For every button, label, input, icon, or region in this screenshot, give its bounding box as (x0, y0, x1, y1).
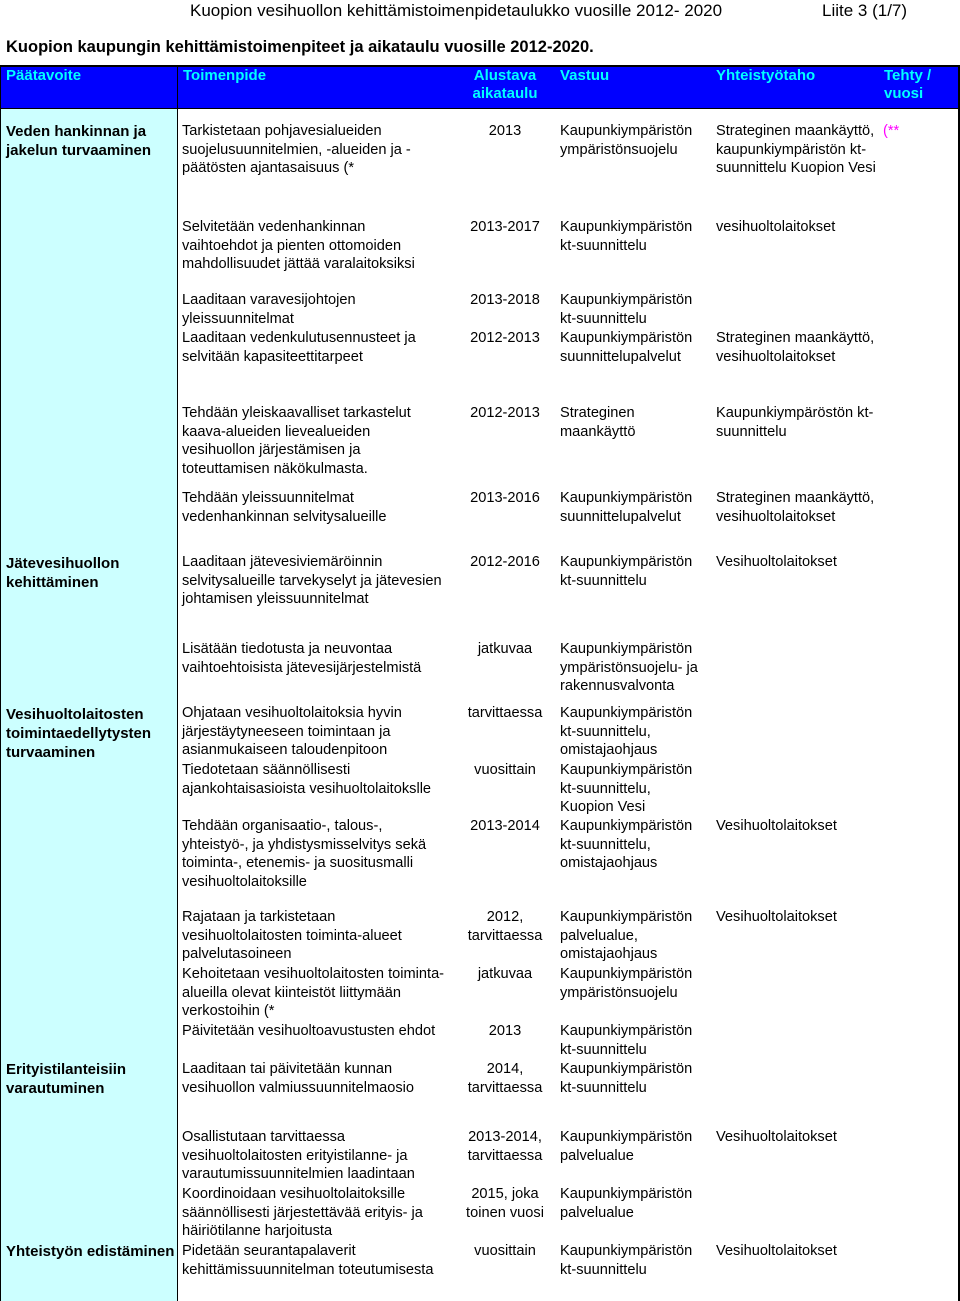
responsible-cell: Kaupunkiympäristön kt-suunnittelu (560, 292, 693, 327)
partner-cell: Kaupunkiympäröstön kt- suunnittelu (716, 405, 874, 440)
schedule-cell: 2012-2016 (470, 554, 540, 570)
responsible-cell: Kaupunkiympäristön ympäristönsuojelu (560, 123, 693, 158)
action-cell: Selvitetään vedenhankinnan vaihtoehdot ja pienten ottomoiden mahdollisuudet jättää varalaitoksiksi (182, 219, 415, 273)
responsible-cell: Kaupunkiympäristön kt-suunnittelu (560, 1243, 693, 1278)
table-left-border (0, 65, 1, 1301)
action-cell: Laaditaan vedenkulutusennusteet ja selvitään kapasiteettitarpeet (182, 330, 416, 365)
goal-group-label: Erityistilanteisiin varautuminen (6, 1061, 127, 1097)
responsible-cell: Kaupunkiympäristön kt-suunnittelu, omistajaohjaus (560, 818, 693, 872)
action-cell: Rajataan ja tarkistetaan vesihuoltolaitosten toiminta-alueet palvelutasoineen (182, 909, 402, 963)
schedule-cell: 2012, tarvittaessa (467, 909, 543, 944)
responsible-cell: Kaupunkiympäristön kt-suunnittelu (560, 554, 693, 589)
responsible-cell: Kaupunkiympäristön palvelualue (560, 1129, 693, 1164)
partner-cell: Vesihuoltolaitokset (716, 554, 837, 570)
header-bottom-border (0, 108, 960, 109)
partner-cell: Vesihuoltolaitokset (716, 909, 837, 925)
action-cell: Laaditaan tai päivitetään kunnan vesihuollon valmiussuunnitelmaosio (182, 1061, 415, 1096)
responsible-cell: Kaupunkiympäristön kt-suunnittelu (560, 219, 693, 254)
action-cell: Tiedotetaan säännöllisesti ajankohtaisasioista vesihuoltolaitokslle (182, 762, 432, 797)
responsible-cell: Kaupunkiympäristön palvelualue, omistajaohjaus (560, 909, 693, 963)
schedule-cell: 2013 (488, 123, 522, 139)
action-cell: Tarkistetaan pohjavesialueiden suojelusuunnitelmien, -alueiden ja - päätösten ajantasaisuus (* (182, 123, 411, 177)
partner-cell: Vesihuoltolaitokset (716, 818, 837, 834)
schedule-cell: vuosittain (474, 762, 536, 778)
table-top-border (0, 65, 960, 67)
column-header-goal: Päätavoite (6, 67, 82, 84)
schedule-cell: 2013-2014 (470, 818, 540, 834)
action-cell: Koordinoidaan vesihuoltolaitoksille säännöllisesti järjestettävää erityis- ja häiriötilanne harjoitusta (182, 1186, 423, 1240)
schedule-cell: 2013-2018 (470, 292, 540, 308)
schedule-cell: 2012-2013 (470, 330, 540, 346)
document-header-title: Kuopion vesihuollon kehittämistoimenpidetaulukko vuosille 2012- 2020 (190, 1, 723, 20)
column-header-action: Toimenpide (183, 67, 267, 84)
action-cell: Pidetään seurantapalaverit kehittämissuunnitelman toteutumisesta (182, 1243, 434, 1278)
schedule-cell: jatkuvaa (477, 966, 533, 982)
action-cell: Laaditaan jätevesiviemäröinnin selvitysalueille tarvekyselyt ja jätevesien johtamisen yleissuunnitelmat (182, 554, 442, 608)
responsible-cell: Kaupunkiympäristön suunnittelupalvelut (560, 490, 693, 525)
done-cell: (** (883, 123, 900, 139)
partner-cell: Strateginen maankäyttö, vesihuoltolaitokset (716, 330, 875, 365)
goal-group-label: Vesihuoltolaitosten toimintaedellytysten turvaaminen (6, 706, 152, 761)
goal-column-divider (177, 65, 178, 1301)
schedule-cell: 2013-2017 (470, 219, 540, 235)
schedule-cell: vuosittain (474, 1243, 536, 1259)
column-header-schedule: Alustava aikataulu (472, 67, 538, 102)
action-cell: Osallistutaan tarvittaessa vesihuoltolaitosten erityistilanne- ja varautumissuunnitelmien laadintaan (182, 1129, 415, 1183)
partner-cell: Vesihuoltolaitokset (716, 1243, 837, 1259)
partner-cell: Strateginen maankäyttö, kaupunkiympäristön kt- suunnittelu Kuopion Vesi (716, 123, 876, 177)
column-header-done: Tehty / vuosi (884, 67, 932, 102)
responsible-cell: Kaupunkiympäristön kt-suunnittelu (560, 1061, 693, 1096)
page-number: Liite 3 (1/7) (822, 1, 908, 20)
responsible-cell: Kaupunkiympäristön ympäristönsuojelu- ja rakennusvalvonta (560, 641, 698, 695)
action-cell: Tehdään yleiskaavalliset tarkastelut kaava-alueiden lievealueiden vesihuollon järjestämisen ja toteuttamisen näkökulmasta. (182, 405, 411, 477)
goal-group-label: Veden hankinnan ja jakelun turvaaminen (6, 123, 152, 159)
column-header-partner: Yhteistyötaho (716, 67, 816, 84)
responsible-cell: Kaupunkiympäristön palvelualue (560, 1186, 693, 1221)
schedule-cell: 2012-2013 (470, 405, 540, 421)
responsible-cell: Kaupunkiympäristön kt-suunnittelu, omistajaohjaus (560, 705, 693, 759)
schedule-cell: 2013-2016 (470, 490, 540, 506)
schedule-cell: 2015, joka toinen vuosi (466, 1186, 544, 1221)
action-cell: Lisätään tiedotusta ja neuvontaa vaihtoehtoisista jätevesijärjestelmistä (182, 641, 422, 676)
responsible-cell: Strateginen maankäyttö (560, 405, 636, 440)
action-cell: Tehdään yleissuunnitelmat vedenhankinnan selvitysalueille (182, 490, 387, 525)
partner-cell: vesihuoltolaitokset (716, 219, 836, 235)
column-header-responsible: Vastuu (560, 67, 610, 84)
partner-cell: Vesihuoltolaitokset (716, 1129, 837, 1145)
responsible-cell: Kaupunkiympäristön ympäristönsuojelu (560, 966, 693, 1001)
action-cell: Kehoitetaan vesihuoltolaitosten toiminta- alueilla olevat kiinteistöt liittymään verkostoihin (* (182, 966, 445, 1020)
schedule-cell: jatkuvaa (477, 641, 533, 657)
action-cell: Tehdään organisaatio-, talous-, yhteistyö-, ja yhdistysmisselvitys sekä toiminta-, etenemis- ja suositusmalli vesihuoltolaitoksille (182, 818, 427, 890)
schedule-cell: 2013-2014, tarvittaessa (467, 1129, 543, 1164)
goal-group-label: Jätevesihuollon kehittäminen (6, 555, 120, 591)
action-cell: Ohjataan vesihuoltolaitoksia hyvin järjestäytyneeseen toimintaan ja asianmukaiseen taloudenpitoon (182, 705, 402, 759)
document-title: Kuopion kaupungin kehittämistoimenpiteet ja aikataulu vuosille 2012-2020. (6, 38, 594, 56)
goal-group-label: Yhteistyön edistäminen (6, 1243, 175, 1260)
responsible-cell: Kaupunkiympäristön kt-suunnittelu, Kuopion Vesi (560, 762, 693, 816)
schedule-cell: 2014, tarvittaessa (467, 1061, 543, 1096)
schedule-cell: 2013 (488, 1023, 522, 1039)
partner-cell: Strateginen maankäyttö, vesihuoltolaitokset (716, 490, 875, 525)
action-cell: Laaditaan varavesijohtojen yleissuunnitelmat (182, 292, 356, 327)
schedule-cell: tarvittaessa (467, 705, 543, 721)
responsible-cell: Kaupunkiympäristön kt-suunnittelu (560, 1023, 693, 1058)
responsible-cell: Kaupunkiympäristön suunnittelupalvelut (560, 330, 693, 365)
action-cell: Päivitetään vesihuoltoavustusten ehdot (182, 1023, 436, 1039)
